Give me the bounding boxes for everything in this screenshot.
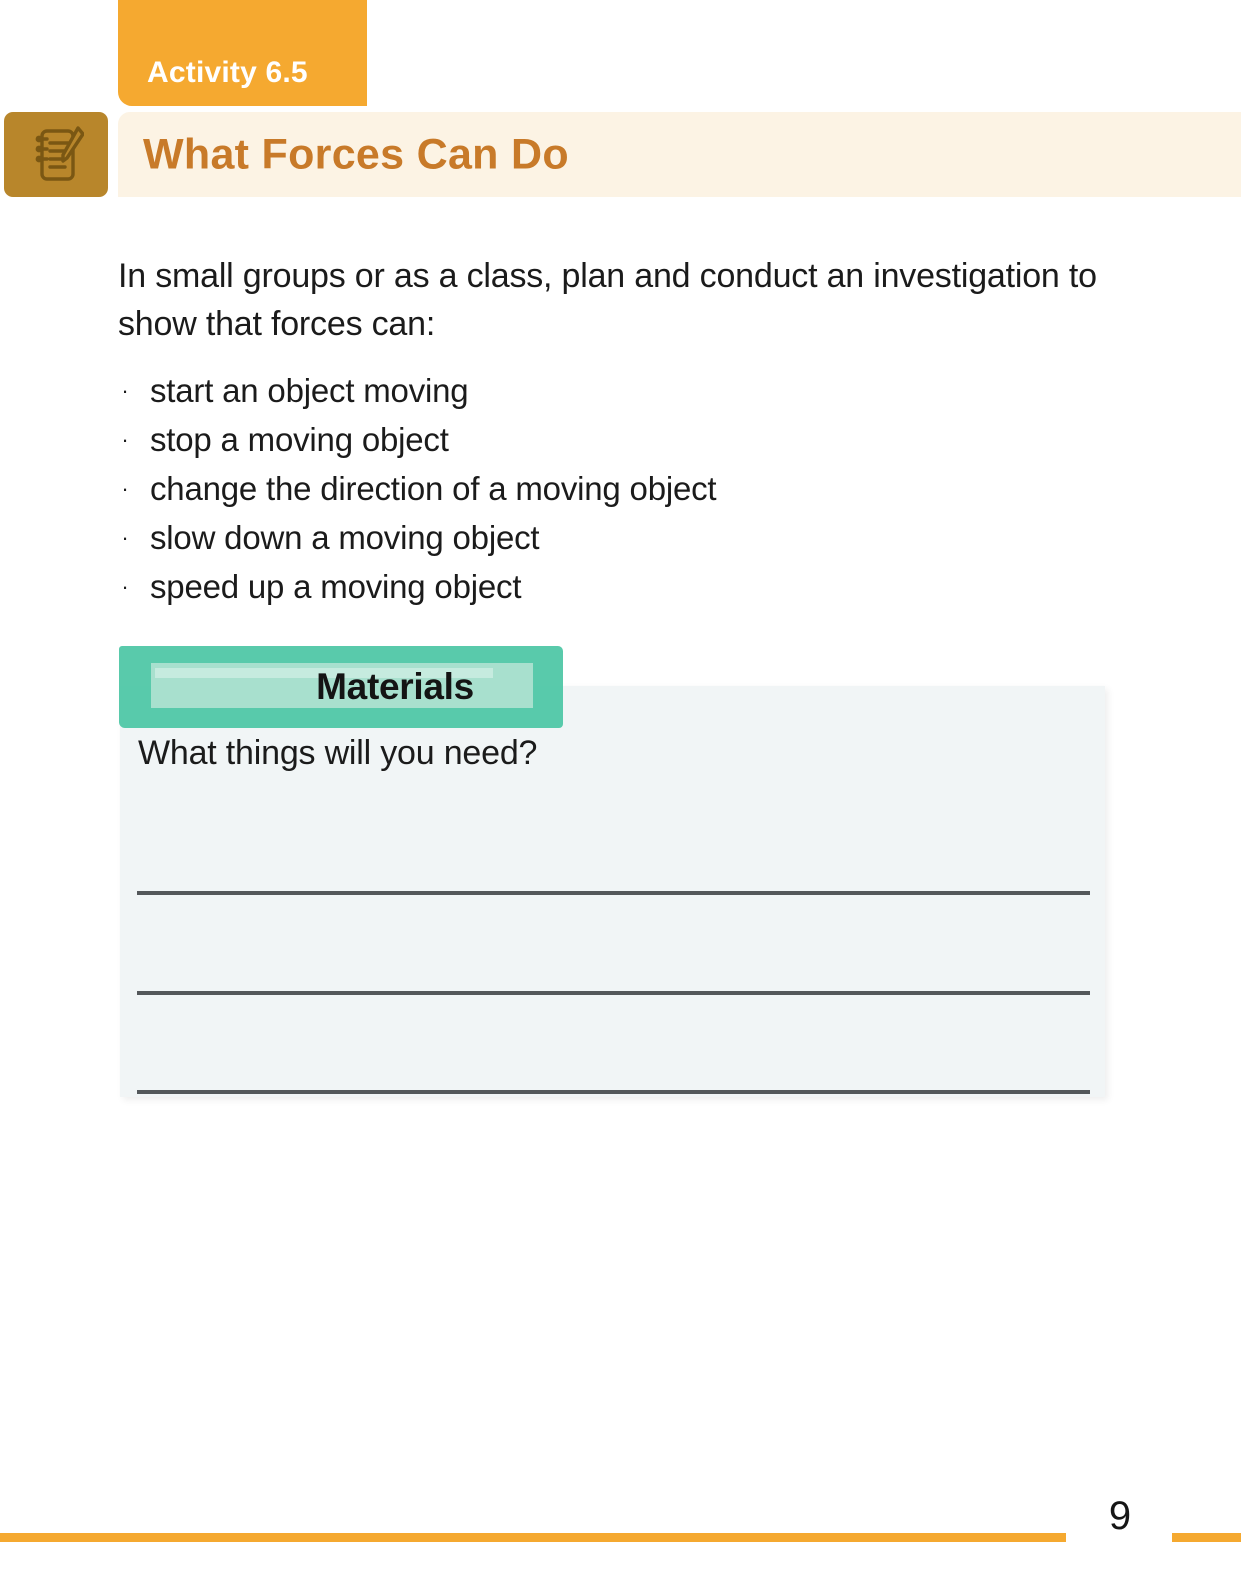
- list-item-label: slow down a moving object: [150, 519, 540, 556]
- bullet-marker-icon: ·: [121, 476, 129, 501]
- footer-rule-right: [1172, 1533, 1241, 1542]
- materials-panel: [120, 686, 1105, 1097]
- activity-badge-label: Activity 6.5: [147, 56, 308, 89]
- list-item: [112, 513, 1112, 562]
- page-title: What Forces Can Do: [143, 130, 569, 178]
- answer-line[interactable]: [137, 891, 1090, 895]
- list-item-label: change the direction of a moving object: [150, 470, 717, 507]
- list-item-label: stop a moving object: [150, 421, 449, 458]
- list-item: [112, 464, 1112, 513]
- notepad-pen-icon: [4, 112, 108, 197]
- bullet-marker-icon: ·: [121, 574, 129, 599]
- list-item-label: speed up a moving object: [150, 568, 522, 605]
- forces-bullet-list: [112, 366, 1112, 611]
- list-item: [112, 366, 1112, 415]
- materials-tab: [119, 646, 563, 728]
- bullet-marker-icon: ·: [121, 427, 129, 452]
- materials-prompt: What things will you need?: [138, 734, 538, 772]
- bullet-marker-icon: ·: [121, 525, 129, 550]
- activity-title-bar: [118, 112, 1241, 197]
- activity-badge: [118, 0, 367, 106]
- footer-rule-left: [0, 1533, 1066, 1542]
- list-item: [112, 415, 1112, 464]
- intro-paragraph: In small groups or as a class, plan and conduct an investigation to show that forces can:: [118, 257, 1097, 344]
- list-item: [112, 562, 1112, 611]
- list-item-label: start an object moving: [150, 372, 469, 409]
- answer-line[interactable]: [137, 991, 1090, 995]
- bullet-marker-icon: ·: [121, 378, 129, 403]
- page-number: 9: [1108, 1494, 1132, 1538]
- materials-tab-label: Materials: [316, 666, 474, 707]
- answer-line[interactable]: [137, 1090, 1090, 1094]
